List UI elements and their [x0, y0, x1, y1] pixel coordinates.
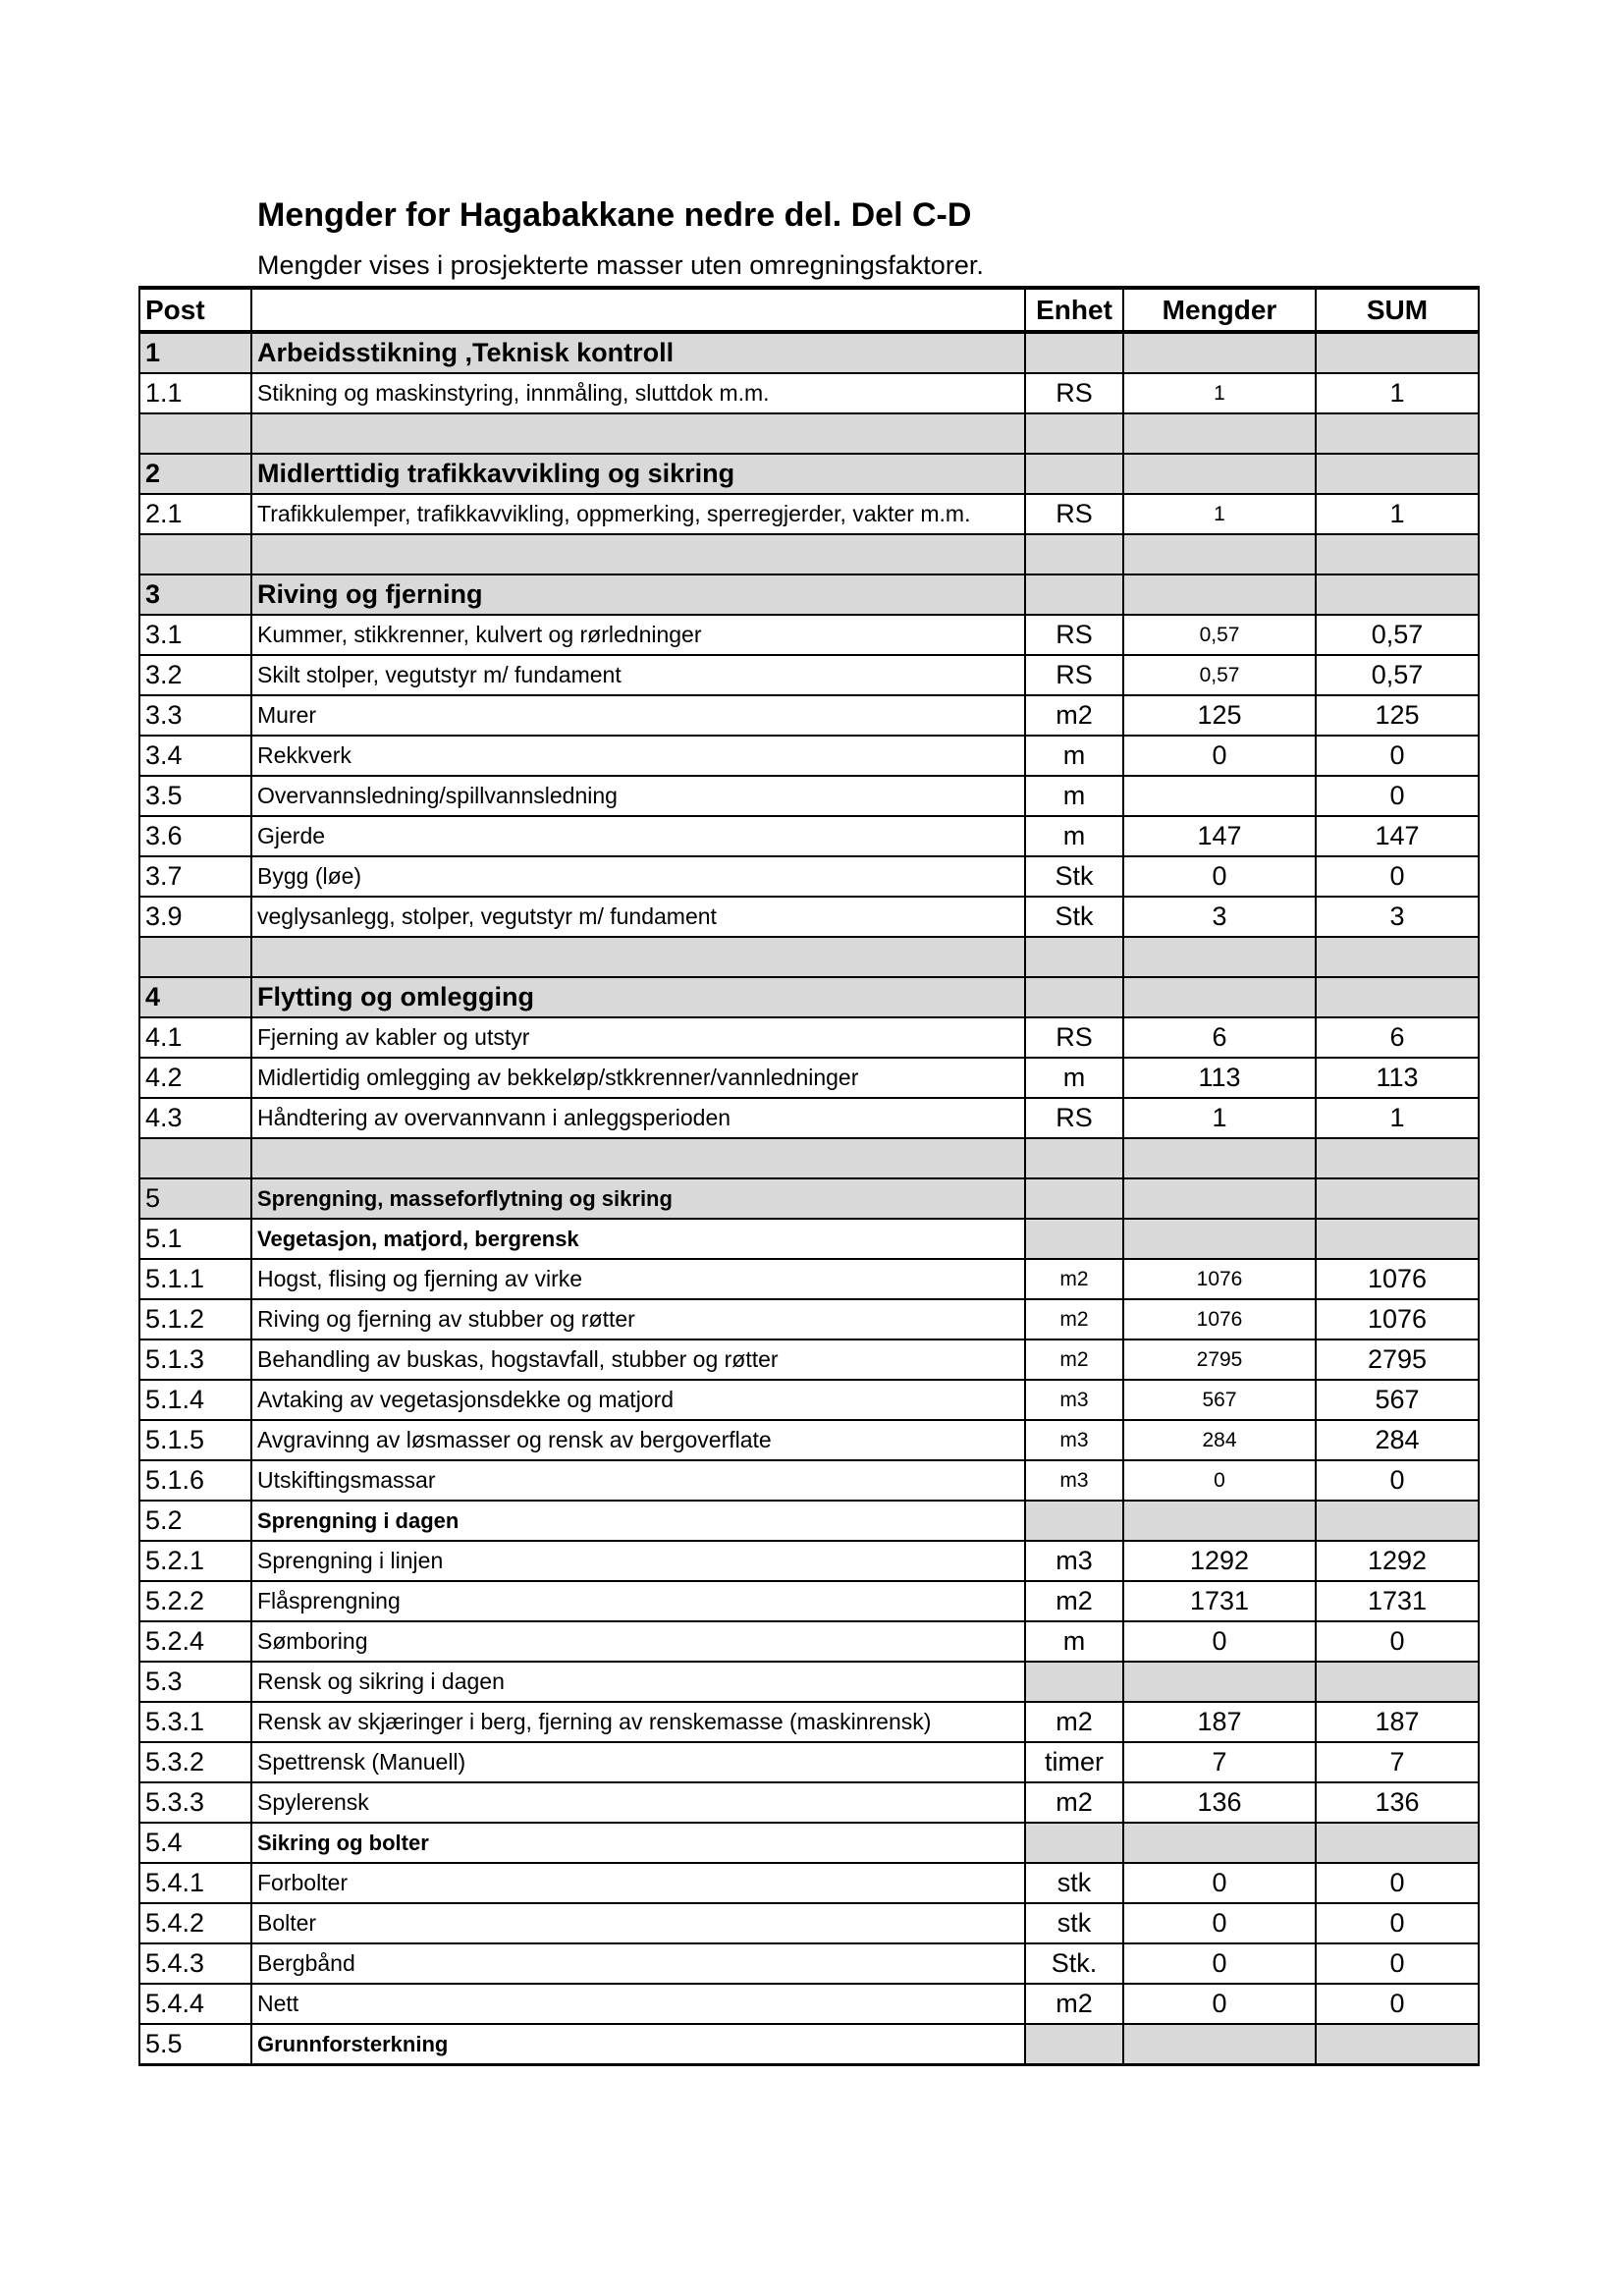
description-cell: Stikning og maskinstyring, innmåling, sluttdok m.m. — [251, 373, 1025, 413]
description-cell: Rekkverk — [251, 736, 1025, 776]
description-cell: Spettrensk (Manuell) — [251, 1742, 1025, 1782]
unit-cell: m2 — [1025, 1339, 1123, 1380]
sum-cell: 0 — [1316, 736, 1479, 776]
table-row — [139, 856, 1479, 897]
sum-cell: 0 — [1316, 1984, 1479, 2024]
quantity-cell: 3 — [1123, 897, 1316, 937]
quantity-cell: 125 — [1123, 695, 1316, 736]
unit-cell: RS — [1025, 1017, 1123, 1058]
quantity-cell: 1 — [1123, 494, 1316, 534]
unit-cell: Stk — [1025, 856, 1123, 897]
unit-cell — [1025, 1219, 1123, 1259]
unit-cell — [1025, 2024, 1123, 2065]
description-cell: Riving og fjerning — [251, 574, 1025, 615]
unit-cell: m2 — [1025, 695, 1123, 736]
description-cell: Flytting og omlegging — [251, 977, 1025, 1017]
unit-cell: m3 — [1025, 1380, 1123, 1420]
description-cell: Avgravinng av løsmasser og rensk av bergoverflate — [251, 1420, 1025, 1460]
table-row — [139, 373, 1479, 413]
post-cell: 5.4.4 — [139, 1984, 251, 2024]
quantity-cell: 0,57 — [1123, 655, 1316, 695]
page-title: Mengder for Hagabakkane nedre del. Del C-D — [257, 196, 972, 234]
quantity-cell — [1123, 1662, 1316, 1702]
unit-cell: RS — [1025, 1098, 1123, 1138]
unit-cell: stk — [1025, 1903, 1123, 1943]
quantity-cell: 0,57 — [1123, 615, 1316, 655]
unit-cell — [1025, 332, 1123, 373]
sum-cell: 2795 — [1316, 1339, 1479, 1380]
unit-cell: m — [1025, 736, 1123, 776]
description-cell: Overvannsledning/spillvannsledning — [251, 776, 1025, 816]
description-cell: Utskiftingsmassar — [251, 1460, 1025, 1501]
sum-cell: 147 — [1316, 816, 1479, 856]
quantity-cell — [1123, 574, 1316, 615]
table-row — [139, 1742, 1479, 1782]
unit-cell: stk — [1025, 1863, 1123, 1903]
unit-cell — [1025, 937, 1123, 977]
quantity-cell — [1123, 1823, 1316, 1863]
post-cell: 5.2.4 — [139, 1621, 251, 1662]
post-cell: 5.1.1 — [139, 1259, 251, 1299]
post-cell: 5.2 — [139, 1501, 251, 1541]
quantity-cell: 1076 — [1123, 1259, 1316, 1299]
quantity-cell: 1 — [1123, 373, 1316, 413]
quantity-cell: 187 — [1123, 1702, 1316, 1742]
sum-cell — [1316, 977, 1479, 1017]
page-subtitle: Mengder vises i prosjekterte masser uten omregningsfaktorer. — [257, 250, 984, 280]
description-cell: Sprengning i linjen — [251, 1541, 1025, 1581]
unit-cell: m2 — [1025, 1581, 1123, 1621]
sum-cell — [1316, 454, 1479, 494]
table-row — [139, 1581, 1479, 1621]
unit-cell: RS — [1025, 373, 1123, 413]
table-row — [139, 736, 1479, 776]
sum-cell: 0 — [1316, 1621, 1479, 1662]
unit-cell: RS — [1025, 494, 1123, 534]
quantity-cell: 0 — [1123, 1943, 1316, 1984]
post-cell — [139, 413, 251, 454]
description-cell: Arbeidsstikning ,Teknisk kontroll — [251, 332, 1025, 373]
post-cell: 4.3 — [139, 1098, 251, 1138]
table-row — [139, 816, 1479, 856]
blank-row — [139, 937, 1479, 977]
subsection-row — [139, 1662, 1479, 1702]
sum-cell — [1316, 534, 1479, 574]
sum-cell: 187 — [1316, 1702, 1479, 1742]
description-cell: Sikring og bolter — [251, 1823, 1025, 1863]
quantity-cell: 7 — [1123, 1742, 1316, 1782]
sum-cell: 284 — [1316, 1420, 1479, 1460]
description-cell — [251, 937, 1025, 977]
sum-cell — [1316, 1662, 1479, 1702]
quantity-cell: 567 — [1123, 1380, 1316, 1420]
description-cell: Murer — [251, 695, 1025, 736]
post-cell: 3.1 — [139, 615, 251, 655]
description-cell: Rensk og sikring i dagen — [251, 1662, 1025, 1702]
quantity-cell: 113 — [1123, 1058, 1316, 1098]
table-row — [139, 1984, 1479, 2024]
description-cell: Behandling av buskas, hogstavfall, stubber og røtter — [251, 1339, 1025, 1380]
table-header-row — [139, 288, 1479, 332]
sum-cell: 0 — [1316, 856, 1479, 897]
section-row — [139, 1178, 1479, 1219]
sum-cell: 1 — [1316, 1098, 1479, 1138]
post-cell: 3.4 — [139, 736, 251, 776]
table-row — [139, 1863, 1479, 1903]
section-row — [139, 454, 1479, 494]
post-cell: 5.2.1 — [139, 1541, 251, 1581]
description-cell: Avtaking av vegetasjonsdekke og matjord — [251, 1380, 1025, 1420]
post-cell: 3.5 — [139, 776, 251, 816]
unit-cell: RS — [1025, 655, 1123, 695]
post-cell: 5.2.2 — [139, 1581, 251, 1621]
table-row — [139, 1299, 1479, 1339]
header-post: Post — [139, 288, 251, 332]
sum-cell — [1316, 1219, 1479, 1259]
quantity-cell: 0 — [1123, 1460, 1316, 1501]
quantity-cell: 136 — [1123, 1782, 1316, 1823]
description-cell — [251, 1138, 1025, 1178]
blank-row — [139, 1138, 1479, 1178]
quantity-cell — [1123, 937, 1316, 977]
unit-cell: timer — [1025, 1742, 1123, 1782]
table-row — [139, 1541, 1479, 1581]
sum-cell — [1316, 2024, 1479, 2065]
table-row — [139, 615, 1479, 655]
quantity-cell: 0 — [1123, 1903, 1316, 1943]
sum-cell: 0,57 — [1316, 615, 1479, 655]
unit-cell: m3 — [1025, 1541, 1123, 1581]
quantity-cell — [1123, 413, 1316, 454]
post-cell: 5.4.2 — [139, 1903, 251, 1943]
post-cell: 5.1 — [139, 1219, 251, 1259]
table-row — [139, 1017, 1479, 1058]
subsection-row — [139, 1219, 1479, 1259]
description-cell: Nett — [251, 1984, 1025, 2024]
quantity-cell: 0 — [1123, 1863, 1316, 1903]
description-cell: Sprengning i dagen — [251, 1501, 1025, 1541]
unit-cell: m3 — [1025, 1460, 1123, 1501]
post-cell: 4 — [139, 977, 251, 1017]
description-cell: Riving og fjerning av stubber og røtter — [251, 1299, 1025, 1339]
quantity-cell: 0 — [1123, 736, 1316, 776]
description-cell: Sømboring — [251, 1621, 1025, 1662]
description-cell: Fjerning av kabler og utstyr — [251, 1017, 1025, 1058]
quantity-cell: 2795 — [1123, 1339, 1316, 1380]
unit-cell — [1025, 534, 1123, 574]
blank-row — [139, 534, 1479, 574]
unit-cell — [1025, 977, 1123, 1017]
table-row — [139, 655, 1479, 695]
quantity-cell: 1076 — [1123, 1299, 1316, 1339]
table-row — [139, 1460, 1479, 1501]
header-quantity: Mengder — [1123, 288, 1316, 332]
subsection-row — [139, 1501, 1479, 1541]
quantity-cell: 6 — [1123, 1017, 1316, 1058]
description-cell: Skilt stolper, vegutstyr m/ fundament — [251, 655, 1025, 695]
quantity-cell: 0 — [1123, 856, 1316, 897]
table-row — [139, 1380, 1479, 1420]
unit-cell — [1025, 454, 1123, 494]
unit-cell: m2 — [1025, 1702, 1123, 1742]
sum-cell — [1316, 332, 1479, 373]
description-cell: veglysanlegg, stolper, vegutstyr m/ fundament — [251, 897, 1025, 937]
description-cell: Midlertidig omlegging av bekkeløp/stkkrenner/vannledninger — [251, 1058, 1025, 1098]
post-cell: 3.2 — [139, 655, 251, 695]
quantity-cell — [1123, 1178, 1316, 1219]
post-cell: 5.4 — [139, 1823, 251, 1863]
quantity-cell — [1123, 1219, 1316, 1259]
sum-cell: 1076 — [1316, 1259, 1479, 1299]
sum-cell — [1316, 1138, 1479, 1178]
description-cell: Bygg (løe) — [251, 856, 1025, 897]
table-row — [139, 695, 1479, 736]
unit-cell — [1025, 574, 1123, 615]
sum-cell: 3 — [1316, 897, 1479, 937]
description-cell: Midlerttidig trafikkavvikling og sikring — [251, 454, 1025, 494]
subsection-row — [139, 1823, 1479, 1863]
post-cell: 1.1 — [139, 373, 251, 413]
post-cell: 5.3.1 — [139, 1702, 251, 1742]
header-unit: Enhet — [1025, 288, 1123, 332]
header-sum: SUM — [1316, 288, 1479, 332]
quantity-cell — [1123, 2024, 1316, 2065]
table-row — [139, 1420, 1479, 1460]
unit-cell: m2 — [1025, 1782, 1123, 1823]
sum-cell: 0 — [1316, 1460, 1479, 1501]
table-row — [139, 1903, 1479, 1943]
sum-cell: 567 — [1316, 1380, 1479, 1420]
table-row — [139, 1621, 1479, 1662]
post-cell: 3.9 — [139, 897, 251, 937]
unit-cell: m3 — [1025, 1420, 1123, 1460]
description-cell: Flåsprengning — [251, 1581, 1025, 1621]
table-row — [139, 897, 1479, 937]
description-cell: Grunnforsterkning — [251, 2024, 1025, 2065]
post-cell: 5.3.2 — [139, 1742, 251, 1782]
post-cell: 5.1.6 — [139, 1460, 251, 1501]
quantity-cell: 1292 — [1123, 1541, 1316, 1581]
sum-cell — [1316, 1501, 1479, 1541]
unit-cell: m — [1025, 776, 1123, 816]
description-cell: Gjerde — [251, 816, 1025, 856]
post-cell: 5.3.3 — [139, 1782, 251, 1823]
subsection-row — [139, 2024, 1479, 2065]
quantity-cell — [1123, 1501, 1316, 1541]
unit-cell: m2 — [1025, 1299, 1123, 1339]
unit-cell — [1025, 1823, 1123, 1863]
table-row — [139, 1098, 1479, 1138]
section-row — [139, 977, 1479, 1017]
sum-cell: 0 — [1316, 1903, 1479, 1943]
unit-cell: m2 — [1025, 1984, 1123, 2024]
sum-cell: 1076 — [1316, 1299, 1479, 1339]
table-row — [139, 776, 1479, 816]
description-cell: Rensk av skjæringer i berg, fjerning av renskemasse (maskinrensk) — [251, 1702, 1025, 1742]
post-cell: 4.2 — [139, 1058, 251, 1098]
sum-cell: 0 — [1316, 1943, 1479, 1984]
post-cell: 3.6 — [139, 816, 251, 856]
section-row — [139, 574, 1479, 615]
sum-cell — [1316, 1823, 1479, 1863]
table-row — [139, 1058, 1479, 1098]
quantity-cell — [1123, 1138, 1316, 1178]
description-cell: Spylerensk — [251, 1782, 1025, 1823]
quantity-cell — [1123, 534, 1316, 574]
quantity-cell — [1123, 454, 1316, 494]
description-cell — [251, 534, 1025, 574]
post-cell — [139, 937, 251, 977]
blank-row — [139, 413, 1479, 454]
post-cell: 3.3 — [139, 695, 251, 736]
description-cell: Bergbånd — [251, 1943, 1025, 1984]
sum-cell: 136 — [1316, 1782, 1479, 1823]
unit-cell — [1025, 1138, 1123, 1178]
post-cell — [139, 534, 251, 574]
section-row — [139, 332, 1479, 373]
post-cell: 5.3 — [139, 1662, 251, 1702]
post-cell: 3 — [139, 574, 251, 615]
description-cell: Trafikkulemper, trafikkavvikling, oppmerking, sperregjerder, vakter m.m. — [251, 494, 1025, 534]
description-cell: Hogst, flising og fjerning av virke — [251, 1259, 1025, 1299]
post-cell: 5.4.3 — [139, 1943, 251, 1984]
quantity-table — [138, 286, 1480, 2066]
quantity-cell — [1123, 977, 1316, 1017]
sum-cell: 1 — [1316, 494, 1479, 534]
quantity-cell: 0 — [1123, 1984, 1316, 2024]
unit-cell — [1025, 1501, 1123, 1541]
unit-cell — [1025, 413, 1123, 454]
post-cell: 5.5 — [139, 2024, 251, 2065]
description-cell: Håndtering av overvannvann i anleggsperioden — [251, 1098, 1025, 1138]
sum-cell: 125 — [1316, 695, 1479, 736]
quantity-cell: 147 — [1123, 816, 1316, 856]
description-cell: Kummer, stikkrenner, kulvert og rørledninger — [251, 615, 1025, 655]
sum-cell: 1292 — [1316, 1541, 1479, 1581]
sum-cell — [1316, 937, 1479, 977]
unit-cell: m2 — [1025, 1259, 1123, 1299]
post-cell: 3.7 — [139, 856, 251, 897]
table-row — [139, 1943, 1479, 1984]
post-cell: 2 — [139, 454, 251, 494]
sum-cell — [1316, 1178, 1479, 1219]
description-cell — [251, 413, 1025, 454]
description-cell: Sprengning, masseforflytning og sikring — [251, 1178, 1025, 1219]
post-cell: 5.1.4 — [139, 1380, 251, 1420]
sum-cell — [1316, 574, 1479, 615]
post-cell: 4.1 — [139, 1017, 251, 1058]
quantity-cell: 284 — [1123, 1420, 1316, 1460]
unit-cell: Stk. — [1025, 1943, 1123, 1984]
quantity-cell: 0 — [1123, 1621, 1316, 1662]
table-row — [139, 1259, 1479, 1299]
post-cell — [139, 1138, 251, 1178]
description-cell: Bolter — [251, 1903, 1025, 1943]
unit-cell: Stk — [1025, 897, 1123, 937]
table-row — [139, 1702, 1479, 1742]
post-cell: 2.1 — [139, 494, 251, 534]
table-row — [139, 494, 1479, 534]
sum-cell: 1731 — [1316, 1581, 1479, 1621]
sum-cell: 113 — [1316, 1058, 1479, 1098]
sum-cell: 6 — [1316, 1017, 1479, 1058]
post-cell: 5.1.3 — [139, 1339, 251, 1380]
post-cell: 5.1.2 — [139, 1299, 251, 1339]
sum-cell — [1316, 413, 1479, 454]
quantity-cell: 1 — [1123, 1098, 1316, 1138]
header-description — [251, 288, 1025, 332]
sum-cell: 1 — [1316, 373, 1479, 413]
unit-cell: RS — [1025, 615, 1123, 655]
sum-cell: 0,57 — [1316, 655, 1479, 695]
sum-cell: 0 — [1316, 1863, 1479, 1903]
unit-cell: m — [1025, 1621, 1123, 1662]
quantity-cell — [1123, 332, 1316, 373]
unit-cell — [1025, 1662, 1123, 1702]
unit-cell: m — [1025, 816, 1123, 856]
description-cell: Vegetasjon, matjord, bergrensk — [251, 1219, 1025, 1259]
post-cell: 5 — [139, 1178, 251, 1219]
quantity-cell: 1731 — [1123, 1581, 1316, 1621]
post-cell: 5.4.1 — [139, 1863, 251, 1903]
unit-cell: m — [1025, 1058, 1123, 1098]
post-cell: 5.1.5 — [139, 1420, 251, 1460]
sum-cell: 0 — [1316, 776, 1479, 816]
table-row — [139, 1782, 1479, 1823]
unit-cell — [1025, 1178, 1123, 1219]
description-cell: Forbolter — [251, 1863, 1025, 1903]
sum-cell: 7 — [1316, 1742, 1479, 1782]
table-row — [139, 1339, 1479, 1380]
post-cell: 1 — [139, 332, 251, 373]
quantity-cell — [1123, 776, 1316, 816]
